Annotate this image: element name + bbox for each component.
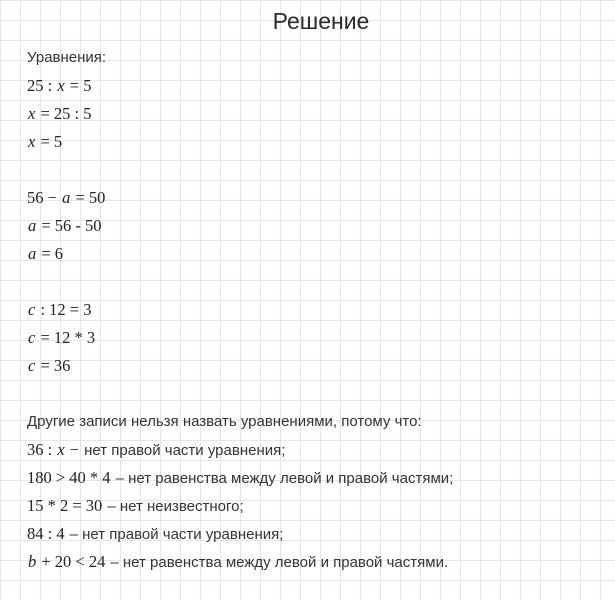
non-equation-line [27,436,615,464]
non-equation-reason: – нет правой части уравнения; [69,526,284,543]
section-label: Уравнения: [27,49,107,66]
paragraph-gap [27,268,615,296]
equation-step: x = 5 [28,132,63,151]
equation-step: c = 12 * 3 [28,328,96,347]
equation-step: c = 36 [28,356,71,375]
non-equation-reason: – нет равенства между левой и правой частями; [115,470,454,487]
equation-step: x = 25 : 5 [28,104,92,123]
page-title: Решение [272,8,370,34]
non-equation-expression: 36 : x − [27,440,80,459]
non-equation-reason: – нет неизвестного; [107,498,244,515]
explanation-heading: Другие записи нельзя назвать уравнениями, потому что: [27,413,422,430]
non-equation-expression: 15 * 2 = 30 [27,496,103,515]
non-equation-line [27,548,615,576]
equation-step: 25 : x = 5 [27,76,92,95]
equation-step: c : 12 = 3 [28,300,92,319]
non-equation-expression: 180 > 40 * 4 [27,468,111,487]
solution-content [27,36,615,576]
equation-step: a = 56 - 50 [28,216,102,235]
non-equation-reason: нет правой части уравнения; [84,442,286,459]
non-equation-line [27,492,615,520]
non-equation-expression: b + 20 < 24 [28,552,106,571]
equation-step: 56 − a = 50 [27,188,106,207]
paragraph-gap [27,156,615,184]
non-equation-line [27,464,615,492]
non-equation-reason: – нет равенства между левой и правой частями. [110,554,449,571]
non-equation-line [27,520,615,548]
paragraph-gap [27,380,615,408]
non-equation-expression: 84 : 4 [27,524,65,543]
equation-step: a = 6 [28,244,64,263]
